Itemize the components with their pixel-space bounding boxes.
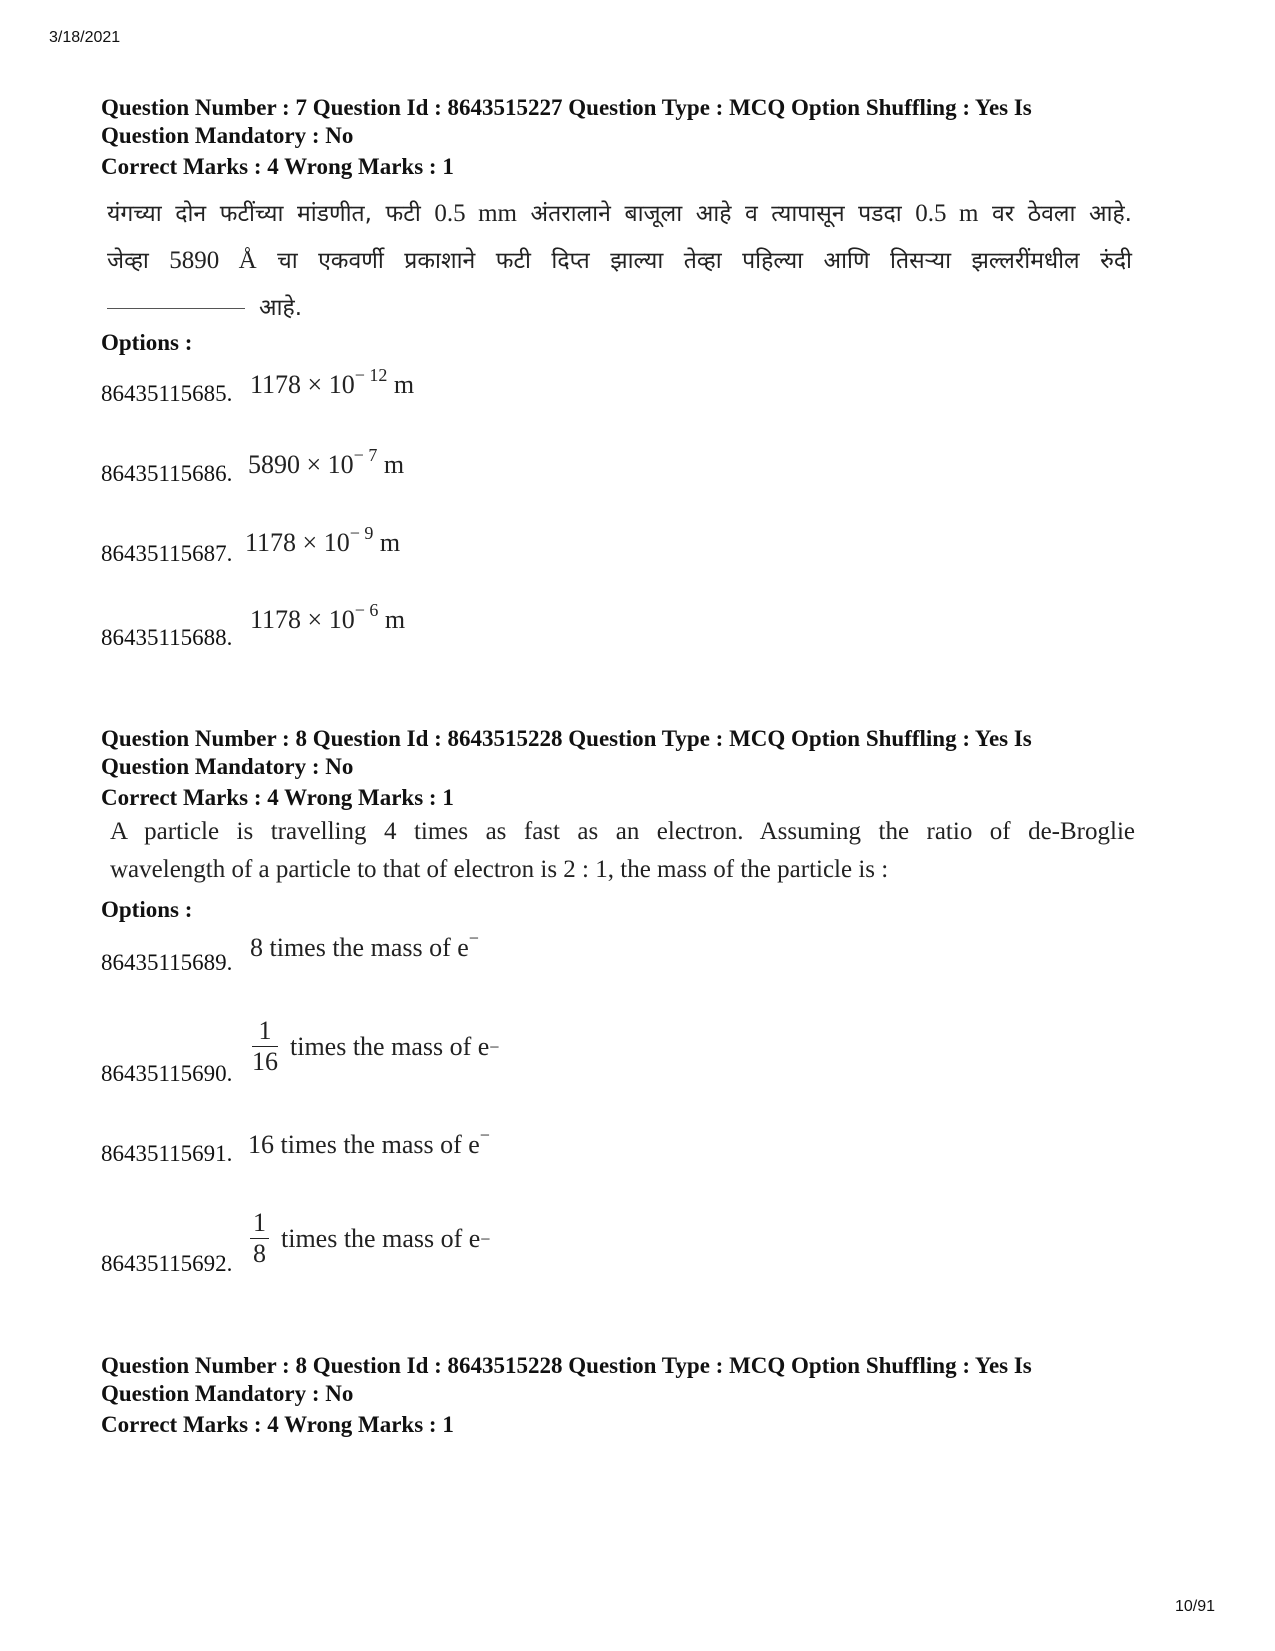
question-header-line1: Question Number : 7 Question Id : 8643515227 Question Type : MCQ Option Shuffling : Yes Is (101, 95, 1032, 120)
option-id: 86435115688. (101, 625, 233, 650)
question-marks: Correct Marks : 4 Wrong Marks : 1 (101, 154, 454, 179)
option-id: 86435115691. (101, 1141, 233, 1166)
fraction (250, 1208, 269, 1269)
question-header-line1: Question Number : 8 Question Id : 8643515228 Question Type : MCQ Option Shuffling : Yes Is (101, 726, 1032, 751)
option-id: 86435115687. (101, 541, 233, 566)
question-text-line2: wavelength of a particle to that of electron is 2 : 1, the mass of the particle is : (110, 856, 889, 883)
option-text: times the mass of e (290, 1031, 490, 1061)
option-id: 86435115690. (101, 1061, 233, 1086)
fraction-numerator: 1 (252, 1016, 278, 1047)
fraction-numerator: 1 (250, 1208, 269, 1239)
option-value (248, 1125, 490, 1160)
option-text: 8 times the mass of e (250, 933, 469, 962)
mantissa: 5890 × 10 (248, 450, 354, 479)
options-label: Options : (101, 897, 193, 922)
option-text: 16 times the mass of e (248, 1130, 480, 1159)
text-run: 0.5 mm (434, 200, 517, 227)
unit: m (377, 450, 405, 479)
text-run: जेव्हा (107, 248, 170, 274)
options-label: Options : (101, 330, 193, 355)
question-text-line1 (107, 196, 1132, 228)
answer-blank (107, 308, 245, 309)
text-run: यंगच्या दोन फटींच्या मांडणीत, फटी (107, 201, 435, 227)
text-run: अंतरालाने बाजूला आहे व त्यापासून पडदा (517, 201, 916, 227)
option-id: 86435115686. (101, 461, 233, 486)
fraction-denominator: 16 (252, 1047, 278, 1076)
question-header-line2: Question Mandatory : No (101, 754, 354, 779)
question-header-line2: Question Mandatory : No (101, 123, 354, 148)
text-run: चा एकवर्णी प्रकाशाने फटी दिप्त झाल्या तेव्हा पहिल्या आणि तिसऱ्या झल्लरींमधील रुंदी (256, 248, 1132, 274)
exponent: − 6 (354, 600, 379, 620)
option-value: $\frac{1}{8}$ times the mass of e − (250, 1208, 490, 1269)
option-value (250, 928, 479, 963)
question-marks: Correct Marks : 4 Wrong Marks : 1 (101, 1412, 454, 1437)
text-run: वर ठेवला आहे. (978, 201, 1132, 227)
page-number: 10/91 (1175, 1598, 1216, 1615)
mantissa: 1178 × 10 (250, 370, 355, 399)
text-run: 0.5 m (915, 200, 979, 227)
exponent: − 12 (354, 365, 388, 385)
superscript: − (468, 928, 479, 948)
text-run: 5890 Å (169, 247, 257, 274)
question-text-line1: A particle is travelling 4 times as fast as an electron. Assuming the ratio of de-Broglie (110, 818, 1135, 845)
option-text: times the mass of e (281, 1223, 481, 1253)
option-value (250, 365, 415, 400)
unit: m (378, 605, 406, 634)
question-header-line1: Question Number : 8 Question Id : 8643515228 Question Type : MCQ Option Shuffling : Yes Is (101, 1353, 1032, 1378)
option-id: 86435115689. (101, 950, 233, 975)
exponent: − 9 (349, 523, 374, 543)
unit: m (373, 528, 401, 557)
mantissa: 1178 × 10 (250, 605, 355, 634)
option-value (245, 523, 401, 558)
question-marks: Correct Marks : 4 Wrong Marks : 1 (101, 785, 454, 810)
exponent: − 7 (353, 445, 378, 465)
superscript: − (479, 1125, 490, 1145)
text-run: आहे. (259, 295, 303, 321)
option-value (248, 445, 405, 480)
question-text-line3 (107, 290, 302, 322)
option-value (250, 600, 406, 635)
option-id: 86435115685. (101, 381, 233, 406)
unit: m (387, 370, 415, 399)
question-text-line2 (107, 243, 1132, 275)
print-date: 3/18/2021 (49, 29, 121, 46)
mantissa: 1178 × 10 (245, 528, 350, 557)
question-header (101, 94, 1131, 150)
fraction-denominator: 8 (253, 1239, 266, 1268)
question-header (101, 1352, 1131, 1408)
option-id: 86435115692. (101, 1251, 233, 1276)
question-header (101, 725, 1131, 781)
option-value: $\frac{1}{16}$ times the mass of e − (252, 1016, 500, 1076)
fraction (252, 1016, 278, 1077)
question-header-line2: Question Mandatory : No (101, 1381, 354, 1406)
